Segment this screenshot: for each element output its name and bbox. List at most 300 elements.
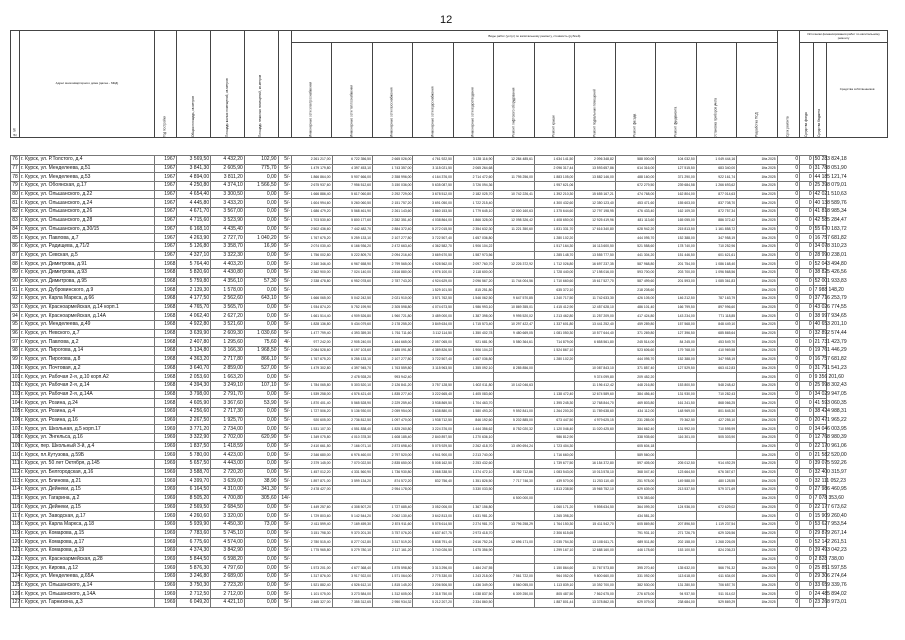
table-cell: 231 285,00	[615, 416, 655, 425]
table-cell: 15 617 527,70	[575, 277, 615, 286]
table-cell: 1 666 065,00	[292, 295, 332, 304]
table-cell: 7 169 459,30	[332, 520, 372, 529]
table-cell: 87	[12, 251, 18, 258]
table-cell: 1967	[154, 173, 176, 182]
table-cell: 5/-	[278, 286, 291, 295]
table-row	[11, 538, 888, 547]
table-cell: 5 752 199,90	[332, 303, 372, 312]
table-cell: 1 703 530,60	[292, 216, 332, 225]
table-row	[11, 216, 888, 225]
table-cell: 1 775 965,80	[292, 546, 332, 555]
table-cell: 1 317 876,00	[292, 573, 332, 582]
table-cell: 4 928 562,00	[413, 260, 453, 269]
table-cell: 162 109,30	[656, 208, 696, 217]
table-cell: 0	[777, 242, 799, 251]
table-cell: 2 973 418,70	[453, 529, 493, 538]
table-cell: 2 609,30	[211, 329, 245, 338]
table-cell: 5/-	[278, 564, 291, 573]
table-cell: 5/-	[278, 347, 291, 356]
table-cell: 1969	[154, 460, 176, 469]
table-cell: 0,00	[244, 573, 278, 582]
table-cell	[494, 564, 534, 573]
table-cell: 2 035 754,30	[534, 538, 574, 547]
table-cell: 505 303,90	[696, 434, 736, 443]
table-cell: 1 875 598,80	[372, 564, 412, 573]
table-cell	[494, 182, 534, 191]
table-cell: 3 150 036,00	[372, 182, 412, 191]
table-cell: 0	[800, 216, 813, 225]
table-cell: 1969	[154, 477, 176, 486]
table-cell: 1969	[154, 599, 176, 608]
table-cell: 5 126,80	[177, 242, 211, 251]
table-cell: 88	[12, 260, 18, 267]
table-cell: 1 408 650,00	[534, 216, 574, 225]
table-cell: 16 113 600,50	[575, 242, 615, 251]
table-cell: 1 038 837,50	[453, 590, 493, 599]
table-cell: 1Кв.2025	[737, 407, 777, 416]
table-cell: 1 883 105,00	[534, 173, 574, 182]
table-cell: 2 053,60	[177, 373, 211, 382]
table-cell: 1 268 226,05	[696, 538, 736, 547]
table-cell: 2 816 880,00	[372, 268, 412, 277]
header-owner: Средства собственников	[827, 43, 888, 138]
table-cell: 2 118 600,00	[453, 268, 493, 277]
table-cell: 0	[777, 182, 799, 191]
table-cell: 1968	[154, 329, 176, 338]
table-cell: 218 208,60	[615, 286, 655, 295]
table-cell: 1 634 141,50	[534, 156, 574, 165]
table-cell: 6 049,20	[177, 599, 211, 608]
table-cell: 2 410 661,50	[292, 442, 332, 451]
table-cell: 0	[777, 234, 799, 243]
table-cell	[534, 494, 574, 503]
table-cell: 1Кв.2025	[737, 338, 777, 347]
table-cell: 4 300 432,60	[534, 199, 574, 208]
table-cell: 5 907 666,00	[332, 173, 372, 182]
table-cell: 1 631 981,20	[453, 512, 493, 521]
table-cell: 37 716 253,79	[814, 295, 847, 302]
table-cell: 0	[777, 399, 799, 408]
table-cell: 1967	[154, 199, 176, 208]
table-cell: 1 213 462,80	[534, 312, 574, 321]
table-cell: 0,00	[244, 503, 278, 512]
table-cell: 2 675 937,60	[292, 182, 332, 191]
header-budget: Средства бюджета	[813, 43, 826, 138]
table-cell: 118	[12, 521, 20, 528]
table-cell: 1 587 973,56	[453, 251, 493, 260]
table-cell: 448 216,80	[615, 381, 655, 390]
table-cell: 166 799,50	[656, 303, 696, 312]
table-cell	[534, 555, 574, 564]
table-cell: 1967	[154, 208, 176, 217]
table-row	[11, 399, 888, 408]
table-cell: 1968	[154, 373, 176, 382]
table-cell: 3 052 006,00	[413, 503, 453, 512]
table-cell: г. Курск, ул. Менделеева, д.51	[19, 164, 154, 173]
table-cell: г. Курск, ул. Ольшанского, д.22	[19, 190, 154, 199]
table-cell: 57,30	[244, 277, 278, 286]
table-cell: 0	[800, 434, 813, 443]
table-cell: 6 976 460,00	[332, 451, 372, 460]
table-cell	[494, 546, 534, 555]
table-cell: 0,00	[244, 216, 278, 225]
table-cell: 3 523,90	[211, 216, 245, 225]
table-cell	[534, 381, 574, 390]
table-cell: 1 405 083,60	[453, 390, 493, 399]
table-cell	[656, 442, 696, 451]
table-cell: 5/-	[278, 468, 291, 477]
table-cell	[494, 486, 534, 495]
header-term: Срок ремонта	[777, 31, 799, 138]
header-facade: Ремонт фасада	[615, 43, 655, 138]
table-cell: 1 779 645,10	[453, 208, 493, 217]
table-cell: 2 828 738,00	[814, 555, 844, 562]
table-cell: 2 334 860,50	[453, 599, 493, 608]
table-cell: 0,00	[244, 199, 278, 208]
table-cell: 4 393 359,30	[332, 329, 372, 338]
table-cell: г. Курск, ул. Рабочая 2-я, д.14А	[19, 390, 154, 399]
table-cell: 1Кв.2025	[737, 581, 777, 590]
table-cell: 15 655 167,21	[575, 190, 615, 199]
table-cell: 1968	[154, 286, 176, 295]
table-cell: 114	[12, 486, 20, 493]
table-cell: 116	[12, 503, 20, 510]
table-cell: 1 375 644,60	[534, 208, 574, 217]
table-cell: 31 788 051,90	[814, 165, 847, 172]
table-cell: 2 151 757,20	[372, 199, 412, 208]
table-cell: 673 447,50	[534, 416, 574, 425]
table-cell: 3 841,30	[177, 164, 211, 173]
table-cell: 1Кв.2025	[737, 390, 777, 399]
table-cell: 3 642 813,00	[413, 512, 453, 521]
table-cell: 10 869 355,01	[494, 303, 534, 312]
table-cell: 689 511,80	[615, 538, 655, 547]
table-cell: 2 126 841,20	[372, 381, 412, 390]
table-cell: 480 128,55	[696, 477, 736, 486]
table-cell: 2 723,20	[211, 581, 245, 590]
table-row	[11, 520, 888, 529]
table-cell: 239 684,58	[656, 182, 696, 191]
table-cell: 4 403,20	[211, 260, 245, 269]
table-cell: 3 320,00	[211, 512, 245, 521]
table-cell: 1968	[154, 355, 176, 364]
table-cell: 1 578,00	[211, 286, 245, 295]
table-cell: 410 969,58	[696, 347, 736, 356]
table-cell: 78	[12, 173, 18, 180]
table-cell: 4 310,00	[211, 486, 245, 495]
table-cell: 5 212 207,20	[413, 599, 453, 608]
table-cell: 92	[12, 295, 18, 302]
table-cell: 0	[777, 199, 799, 208]
table-cell: 0	[777, 364, 799, 373]
table-cell: 17 198 016,00	[575, 268, 615, 277]
table-cell: 0	[777, 529, 799, 538]
table-cell: 2 096 567,20	[453, 277, 493, 286]
table-cell: 2 954 178,00	[372, 486, 412, 495]
table-cell: 5/-	[278, 486, 291, 495]
table-cell: 1Кв.2025	[737, 173, 777, 182]
table-cell: 0,00	[244, 425, 278, 434]
table-cell: 0	[777, 312, 799, 321]
table-cell: 2 117 161,20	[372, 546, 412, 555]
table-cell: 1 666 886,40	[292, 190, 332, 199]
table-cell: 1968	[154, 381, 176, 390]
table-cell: 1 449 257,60	[292, 503, 332, 512]
table-cell: 13 441 252,40	[575, 321, 615, 330]
table-cell: 1968	[154, 390, 176, 399]
header-meters: Установка приборов учета	[696, 43, 736, 138]
table-cell: 4 576 421,40	[332, 390, 372, 399]
table-cell: 476 433,40	[615, 208, 655, 217]
table-cell: 98	[12, 347, 18, 354]
table-cell: 32 400 315,97	[814, 469, 847, 476]
table-cell: 0	[800, 416, 813, 425]
table-cell: 0	[777, 434, 799, 443]
table-cell: 44 185 121,74	[814, 173, 847, 180]
table-cell: 75,60	[244, 338, 278, 347]
table-cell: г. Курск, ул. Павлова, д.2	[19, 338, 154, 347]
table-cell: 13 555 777,50	[575, 251, 615, 260]
table-cell: 8 277 012,80	[332, 538, 372, 547]
table-cell: 993 942,40	[372, 373, 412, 382]
table-cell: 5 202 885,00	[494, 416, 534, 425]
table-cell: 39 493 042,23	[814, 547, 847, 554]
table-row	[11, 573, 888, 582]
table-cell: 0	[800, 538, 813, 547]
table-cell: 7 442 482,70	[332, 225, 372, 234]
table-cell: 5/-	[278, 234, 291, 243]
table-cell: 0	[777, 251, 799, 260]
table-cell: 11 221 350,60	[494, 225, 534, 234]
table-cell: 0	[777, 286, 799, 295]
table-cell: 9 480 669,05	[494, 329, 534, 338]
table-cell: 5 764,40	[177, 260, 211, 269]
table-cell: 0	[777, 477, 799, 486]
table-cell: 0,00	[244, 529, 278, 538]
table-cell: 7 717 746,30	[494, 477, 534, 486]
table-row	[11, 381, 888, 390]
table-row	[11, 564, 888, 573]
table-cell: 3 571 762,50	[413, 295, 453, 304]
table-cell: 3 489 000,00	[413, 312, 453, 321]
table-cell: 1 349 075,80	[292, 434, 332, 443]
table-cell: 4 399,70	[177, 477, 211, 486]
table-cell: 347 958,19	[696, 355, 736, 364]
table-cell: 1 870 401,40	[292, 399, 332, 408]
table-cell: 2 905 240,00	[332, 338, 372, 347]
table-cell: 4 331 560,90	[332, 468, 372, 477]
table-cell: 146 212,50	[656, 295, 696, 304]
table-cell	[656, 373, 696, 382]
table-cell: 2 717,30	[211, 407, 245, 416]
table-cell: 1 925,70	[211, 416, 245, 425]
table-cell	[292, 555, 332, 564]
table-cell: 3 565,70	[211, 303, 245, 312]
table-cell: 868 066,25	[696, 399, 736, 408]
table-cell: 53,90	[244, 399, 278, 408]
table-cell	[696, 512, 736, 521]
table-cell: 0	[777, 512, 799, 521]
table-cell: 10 142 046,63	[494, 381, 534, 390]
table-cell: 0	[800, 364, 813, 373]
header-basement: Ремонт подвальных помещений	[575, 43, 615, 138]
table-cell: 15 411 542,70	[575, 520, 615, 529]
table-cell: 95	[12, 321, 18, 328]
table-cell: 384 456,40	[615, 390, 655, 399]
table-cell: 1 150 864,60	[534, 564, 574, 573]
header-psd: Разработка ПСД	[737, 43, 778, 138]
header-foundation: Ремонт фундамента	[656, 43, 696, 138]
table-cell: 4 421,10	[211, 599, 245, 608]
table-cell: 0,00	[244, 312, 278, 321]
table-cell: 1 285 148,70	[534, 251, 574, 260]
table-cell: 1 120 046,40	[534, 425, 574, 434]
table-cell: 9 647 570,85	[494, 295, 534, 304]
table-cell: г. Курск, ул. Ольшанского, д.26	[19, 208, 154, 217]
table-cell: 81	[12, 199, 18, 206]
table-cell	[494, 599, 534, 608]
table-cell: 0	[800, 425, 813, 434]
table-cell: 1967	[154, 182, 176, 191]
table-cell: 2 407,80	[177, 338, 211, 347]
table-cell: г. Курск, ул. Красноармейская, д.14 корп.1	[19, 303, 154, 312]
table-cell: 152 388,00	[656, 355, 696, 364]
table-cell: 9 356 201,60	[814, 373, 844, 380]
table-cell: 2 354 632,30	[453, 225, 493, 234]
table-cell: 5/-	[278, 312, 291, 321]
table-cell: 16 757 681,82	[814, 356, 847, 363]
table-cell: 0	[800, 347, 813, 356]
table-cell: 0	[800, 234, 813, 243]
table-cell: 131 930,00	[656, 390, 696, 399]
table-cell	[494, 503, 534, 512]
table-row	[11, 173, 888, 182]
table-cell: 824 236,23	[696, 546, 736, 555]
table-cell: 395 270,40	[615, 564, 655, 573]
table-cell: 1969	[154, 529, 176, 538]
table-cell: 7 166 071,10	[332, 442, 372, 451]
table-cell: 12 000 160,63	[494, 208, 534, 217]
table-cell: 1 484 247,55	[453, 564, 493, 573]
table-cell: 6 309 250,00	[494, 590, 534, 599]
table-cell: 0	[800, 338, 813, 347]
table-cell: 672 629,02	[696, 503, 736, 512]
table-cell: 787 163,79	[696, 295, 736, 304]
table-cell: 5/-	[278, 538, 291, 547]
table-row	[11, 190, 888, 199]
table-cell: 97	[12, 338, 18, 345]
table-cell: 5 657,50	[177, 460, 211, 469]
table-cell: 38 825 426,56	[814, 269, 847, 276]
table-cell: 5/-	[278, 460, 291, 469]
table-cell: 1Кв.2025	[737, 216, 777, 225]
table-cell: 5/-	[278, 390, 291, 399]
table-row	[11, 208, 888, 217]
table-cell: 2 213 740,00	[453, 451, 493, 460]
header-no: № п/п	[11, 31, 20, 138]
table-cell: 0	[777, 581, 799, 590]
table-cell: 5 222 809,70	[332, 251, 372, 260]
table-cell: г. Курск, ул. Дейнеки, д.15	[19, 503, 154, 512]
table-cell: 0	[800, 242, 813, 251]
table-cell: 1 392 210,30	[534, 190, 574, 199]
table-cell: 1Кв.2025	[737, 538, 777, 547]
table-cell: 40 138 589,76	[814, 199, 847, 206]
table-cell: г. Курск, ул. Радищева, д.71/2	[19, 242, 154, 251]
table-cell: 5/-	[278, 251, 291, 260]
table-cell: 1 040,20	[244, 234, 278, 243]
table-cell: 1 661 514,40	[292, 312, 332, 321]
table-cell: 0	[800, 190, 813, 199]
table-cell: 5/-	[278, 216, 291, 225]
table-cell: 1 715 573,40	[453, 321, 493, 330]
table-cell: 0,00	[244, 373, 278, 382]
table-cell: 1 101 075,00	[292, 590, 332, 599]
table-cell: 0	[800, 199, 813, 208]
table-row	[11, 442, 888, 451]
table-cell: 1Кв.2025	[737, 599, 777, 608]
header-year: Год постройки	[154, 31, 176, 138]
table-cell: г. Курск, ул. Р.Толстого, д.4	[19, 156, 154, 165]
table-cell: 1Кв.2025	[737, 164, 777, 173]
table-cell: 3 273 584,00	[332, 590, 372, 599]
table-cell: 527,00	[244, 364, 278, 373]
table-cell: 148 969,00	[656, 407, 696, 416]
table-cell: 4 765,70	[177, 303, 211, 312]
table-cell: 1 837,50	[177, 442, 211, 451]
table-cell: 4 700,80	[211, 494, 245, 503]
table-cell: 11 020 425,60	[575, 425, 615, 434]
table-cell: 2 074 030,40	[292, 242, 332, 251]
table-cell: 4 397 453,10	[332, 164, 372, 173]
table-cell: 1Кв.2025	[737, 564, 777, 573]
table-cell: 1 686 479,20	[292, 208, 332, 217]
table-cell: 0	[800, 373, 813, 382]
table-cell: 11 257 209,00	[575, 312, 615, 321]
table-cell: 123 664,50	[656, 468, 696, 477]
table-cell: 122	[12, 555, 21, 562]
table-cell: г. Курск, ул. Ольшанского, д.24	[19, 199, 154, 208]
table-cell: 2 229 259,40	[372, 399, 412, 408]
table-cell: 3 860 153,50	[413, 208, 453, 217]
table-cell: г. Курск, ул. Менделеева, д.49	[19, 321, 154, 330]
table-cell: 1Кв.2025	[737, 381, 777, 390]
table-cell: 832 756,40	[413, 477, 453, 486]
table-row	[11, 156, 888, 165]
table-cell: 3 151 798,30	[292, 529, 332, 538]
table-cell	[332, 486, 372, 495]
table-cell	[372, 286, 412, 295]
table-cell	[656, 494, 696, 503]
header-address: Адрес многоквартирного дома (далее - МКД)	[19, 31, 154, 138]
table-cell: 119	[12, 529, 20, 536]
table-cell: 4 677 368,40	[332, 564, 372, 573]
table-cell: 23 268 973,01	[814, 599, 847, 606]
table-cell: 0,00	[244, 468, 278, 477]
table-cell: 2 775 330,00	[413, 573, 453, 582]
table-cell: 611 634,00	[696, 573, 736, 582]
table-cell: 76	[12, 156, 18, 163]
table-cell: 0	[800, 494, 813, 503]
table-cell	[494, 512, 534, 521]
table-cell: 3 757 076,20	[372, 529, 412, 538]
table-cell: 0,00	[244, 416, 278, 425]
table-cell: 523 606,60	[615, 347, 655, 356]
table-cell: 4 445,80	[177, 199, 211, 208]
table-cell: 3 166,30	[211, 347, 245, 356]
table-cell: 111	[12, 460, 20, 467]
table-cell: 587 968,80	[615, 260, 655, 269]
